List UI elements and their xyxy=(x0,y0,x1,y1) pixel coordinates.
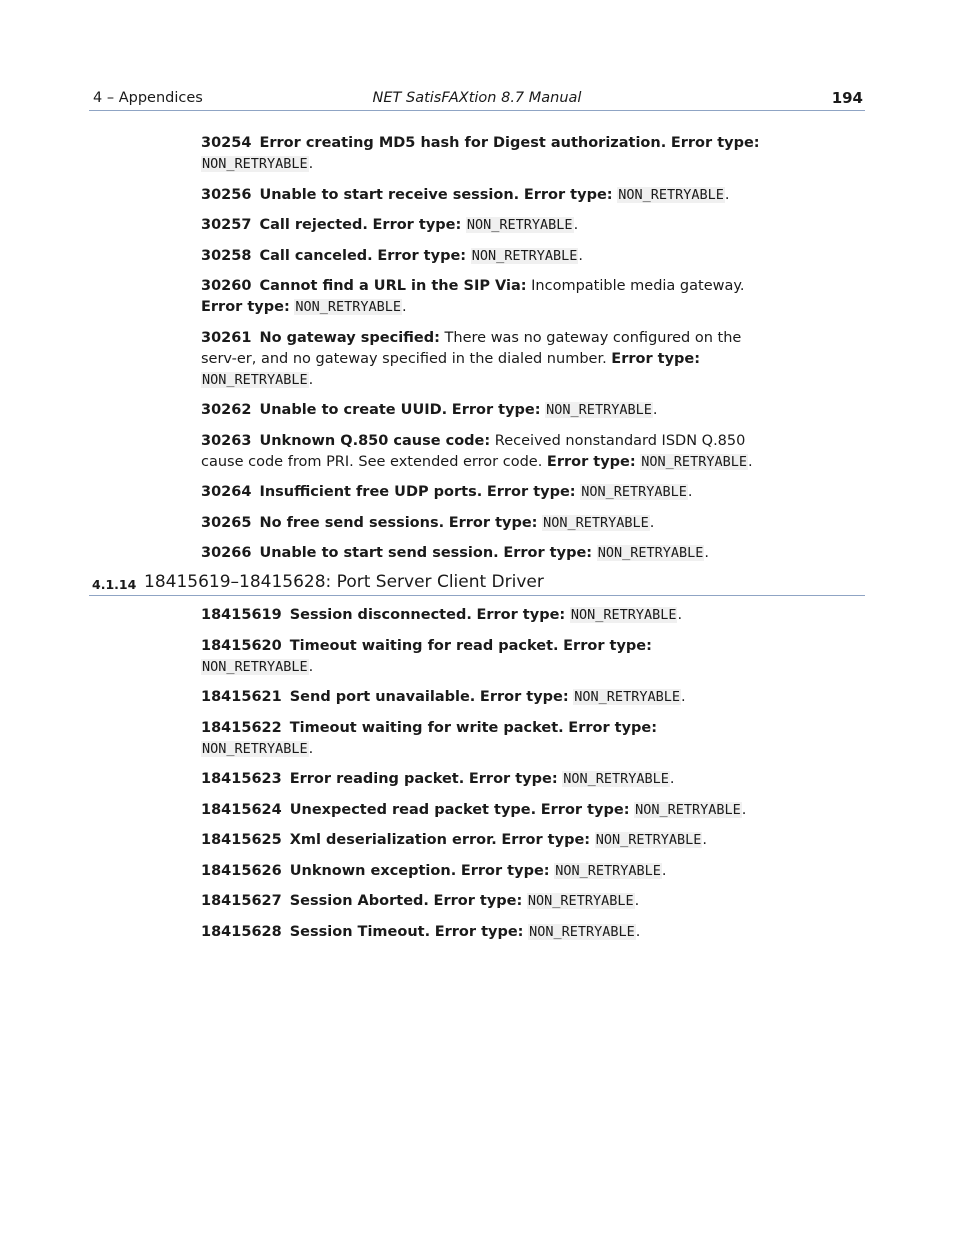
section-heading xyxy=(89,570,865,596)
error-entry: 30266 Unable to start send session. Error type: NON_RETRYABLE. xyxy=(201,545,709,561)
error-type-value: NON_RETRYABLE xyxy=(529,923,635,940)
error-type-value: NON_RETRYABLE xyxy=(595,832,702,848)
error-type-value: NON_RETRYABLE xyxy=(581,484,687,500)
error-description: Incompatible media gateway. xyxy=(531,278,745,294)
error-type-label: Error type: xyxy=(460,862,550,879)
error-type-value: NON_RETRYABLE xyxy=(543,514,649,531)
error-entry: 30254 Error creating MD5 hash for Digest authorization. Error type: NON_RETRYABLE. xyxy=(201,135,760,172)
error-entry: 30256 Unable to start receive session. Error type: NON_RETRYABLE. xyxy=(201,186,730,203)
error-type-label: Error type: xyxy=(523,186,613,203)
error-entry: 18415620 Timeout waiting for read packet. Error type: NON_RETRYABLE. xyxy=(201,637,652,675)
error-code: 18415622 xyxy=(201,719,282,736)
header-section: 4 – Appendices xyxy=(93,90,203,106)
error-title: Session Aborted. xyxy=(289,893,429,909)
header-title: NET SatisFAXtion 8.7 Manual xyxy=(372,90,582,106)
error-entry: 18415625 Xml deserialization error. Error type: NON_RETRYABLE. xyxy=(201,832,707,848)
error-code: 30266 xyxy=(201,545,252,561)
error-entry: 30262 Unable to create UUID. Error type: NON_RETRYABLE. xyxy=(201,402,658,418)
page-number: 194 xyxy=(831,89,863,107)
error-type-value: NON_RETRYABLE xyxy=(202,156,308,172)
error-title: Unexpected read packet type. xyxy=(289,801,537,818)
error-title: Xml deserialization error. xyxy=(289,832,497,848)
error-entry: 30257 Call rejected. Error type: NON_RETRYABLE. xyxy=(201,217,579,233)
error-type-label: Error type: xyxy=(563,637,652,654)
error-type-label: Error type: xyxy=(479,689,569,705)
error-type-label: Error type: xyxy=(201,299,290,315)
error-code: 30261 xyxy=(201,329,252,346)
error-title: Send port unavailable. xyxy=(289,689,476,705)
error-description: Received nonstandard ISDN Q.850 cause code from PRI. See extended error code. xyxy=(201,432,746,470)
error-code: 18415625 xyxy=(201,832,282,848)
error-code: 30263 xyxy=(201,432,252,449)
error-type-value: NON_RETRYABLE xyxy=(202,371,308,388)
error-type-value: NON_RETRYABLE xyxy=(597,545,704,561)
error-type-label: Error type: xyxy=(501,832,591,848)
error-type-value: NON_RETRYABLE xyxy=(202,658,308,675)
error-type-label: Error type: xyxy=(670,135,760,151)
error-type-value: NON_RETRYABLE xyxy=(563,771,669,787)
error-type-value: NON_RETRYABLE xyxy=(570,607,677,623)
error-code: 18415619 xyxy=(201,607,282,623)
error-type-label: Error type: xyxy=(434,923,524,940)
page-header xyxy=(89,88,865,111)
error-list-30254 xyxy=(201,133,761,574)
error-type-label: Error type: xyxy=(546,453,636,470)
error-title: Timeout waiting for write packet. xyxy=(289,719,564,736)
error-title: Call rejected. xyxy=(259,217,368,233)
error-entry: 30258 Call canceled. Error type: NON_RETRYABLE. xyxy=(201,247,583,264)
error-title: Session Timeout. xyxy=(289,923,431,940)
error-type-value: NON_RETRYABLE xyxy=(574,689,680,705)
error-entry: 18415622 Timeout waiting for write packet. Error type: NON_RETRYABLE. xyxy=(201,719,658,757)
error-code: 18415626 xyxy=(201,862,282,879)
error-type-value: NON_RETRYABLE xyxy=(295,299,402,315)
error-entry: 30264 Insufficient free UDP ports. Error type: NON_RETRYABLE. xyxy=(201,484,693,500)
error-type-label: Error type: xyxy=(611,350,701,367)
error-code: 30264 xyxy=(201,484,252,500)
error-code: 18415620 xyxy=(201,637,282,654)
error-title: Session disconnected. xyxy=(289,607,472,623)
error-title: Timeout waiting for read packet. xyxy=(289,637,559,654)
error-code: 18415627 xyxy=(201,893,282,909)
error-type-value: NON_RETRYABLE xyxy=(635,801,741,818)
error-entry: 30260 Cannot find a URL in the SIP Via: Incompatible media gateway. Error type: NON_RETRYABLE. xyxy=(201,278,745,315)
error-type-label: Error type: xyxy=(503,545,593,561)
error-title: Insufficient free UDP ports. xyxy=(259,484,483,500)
error-type-label: Error type: xyxy=(451,402,541,418)
error-title: Unable to start receive session. xyxy=(259,186,520,203)
error-title: No free send sessions. xyxy=(259,514,445,531)
error-type-label: Error type: xyxy=(568,719,658,736)
error-title: Unknown Q.850 cause code: xyxy=(259,432,491,449)
error-type-value: NON_RETRYABLE xyxy=(618,186,724,203)
section-title: 18415619–18415628: Port Server Client Driver xyxy=(144,572,544,592)
error-code: 30260 xyxy=(201,278,252,294)
error-entry: 18415628 Session Timeout. Error type: NON_RETRYABLE. xyxy=(201,923,641,940)
error-type-label: Error type: xyxy=(486,484,576,500)
error-entry: 18415624 Unexpected read packet type. Error type: NON_RETRYABLE. xyxy=(201,801,747,818)
error-code: 18415628 xyxy=(201,923,282,940)
error-title: Unable to create UUID. xyxy=(259,402,448,418)
error-entry: 18415627 Session Aborted. Error type: NON_RETRYABLE. xyxy=(201,893,640,909)
error-entry: 30263 Unknown Q.850 cause code: Received nonstandard ISDN Q.850 cause code from PRI. See extended error code. Error type: NON_RETRYABLE. xyxy=(201,432,753,470)
error-entry: 30261 No gateway specified: There was no gateway configured on the serv-er, and no gateway specified in the dialed number. Error type: NON_RETRYABLE. xyxy=(201,329,742,388)
error-code: 30257 xyxy=(201,217,252,233)
error-type-label: Error type: xyxy=(433,893,523,909)
error-type-value: NON_RETRYABLE xyxy=(466,217,573,233)
error-type-value: NON_RETRYABLE xyxy=(527,893,634,909)
error-title: Error creating MD5 hash for Digest authorization. xyxy=(259,135,667,151)
error-title: No gateway specified: xyxy=(259,329,440,346)
error-type-value: NON_RETRYABLE xyxy=(202,740,308,757)
error-title: Cannot find a URL in the SIP Via: xyxy=(259,278,527,294)
error-type-label: Error type: xyxy=(372,217,462,233)
error-entry: 18415621 Send port unavailable. Error type: NON_RETRYABLE. xyxy=(201,689,686,705)
error-type-label: Error type: xyxy=(448,514,538,531)
error-code: 30256 xyxy=(201,186,252,203)
error-code: 30262 xyxy=(201,402,252,418)
error-code: 18415621 xyxy=(201,689,282,705)
error-type-label: Error type: xyxy=(540,801,630,818)
error-list-18415619 xyxy=(201,605,761,952)
error-entry: 18415623 Error reading packet. Error type: NON_RETRYABLE. xyxy=(201,771,675,787)
error-title: Call canceled. xyxy=(259,247,373,264)
error-code: 30265 xyxy=(201,514,252,531)
error-type-value: NON_RETRYABLE xyxy=(555,862,661,879)
error-code: 18415624 xyxy=(201,801,282,818)
error-type-label: Error type: xyxy=(476,607,566,623)
error-code: 18415623 xyxy=(201,771,282,787)
error-type-label: Error type: xyxy=(468,771,558,787)
error-code: 30254 xyxy=(201,135,252,151)
error-title: Unknown exception. xyxy=(289,862,457,879)
error-type-value: NON_RETRYABLE xyxy=(471,247,578,264)
error-code: 30258 xyxy=(201,247,252,264)
error-entry: 30265 No free send sessions. Error type: NON_RETRYABLE. xyxy=(201,514,655,531)
error-title: Error reading packet. xyxy=(289,771,465,787)
error-entry: 18415619 Session disconnected. Error type: NON_RETRYABLE. xyxy=(201,607,683,623)
error-entry: 18415626 Unknown exception. Error type: NON_RETRYABLE. xyxy=(201,862,667,879)
error-type-value: NON_RETRYABLE xyxy=(641,453,747,470)
section-number: 4.1.14 xyxy=(92,577,137,592)
error-type-value: NON_RETRYABLE xyxy=(546,402,652,418)
error-type-label: Error type: xyxy=(377,247,467,264)
error-description: There was no gateway configured on the serv-er, and no gateway specified in the dialed number. xyxy=(201,329,742,367)
error-title: Unable to start send session. xyxy=(259,545,499,561)
